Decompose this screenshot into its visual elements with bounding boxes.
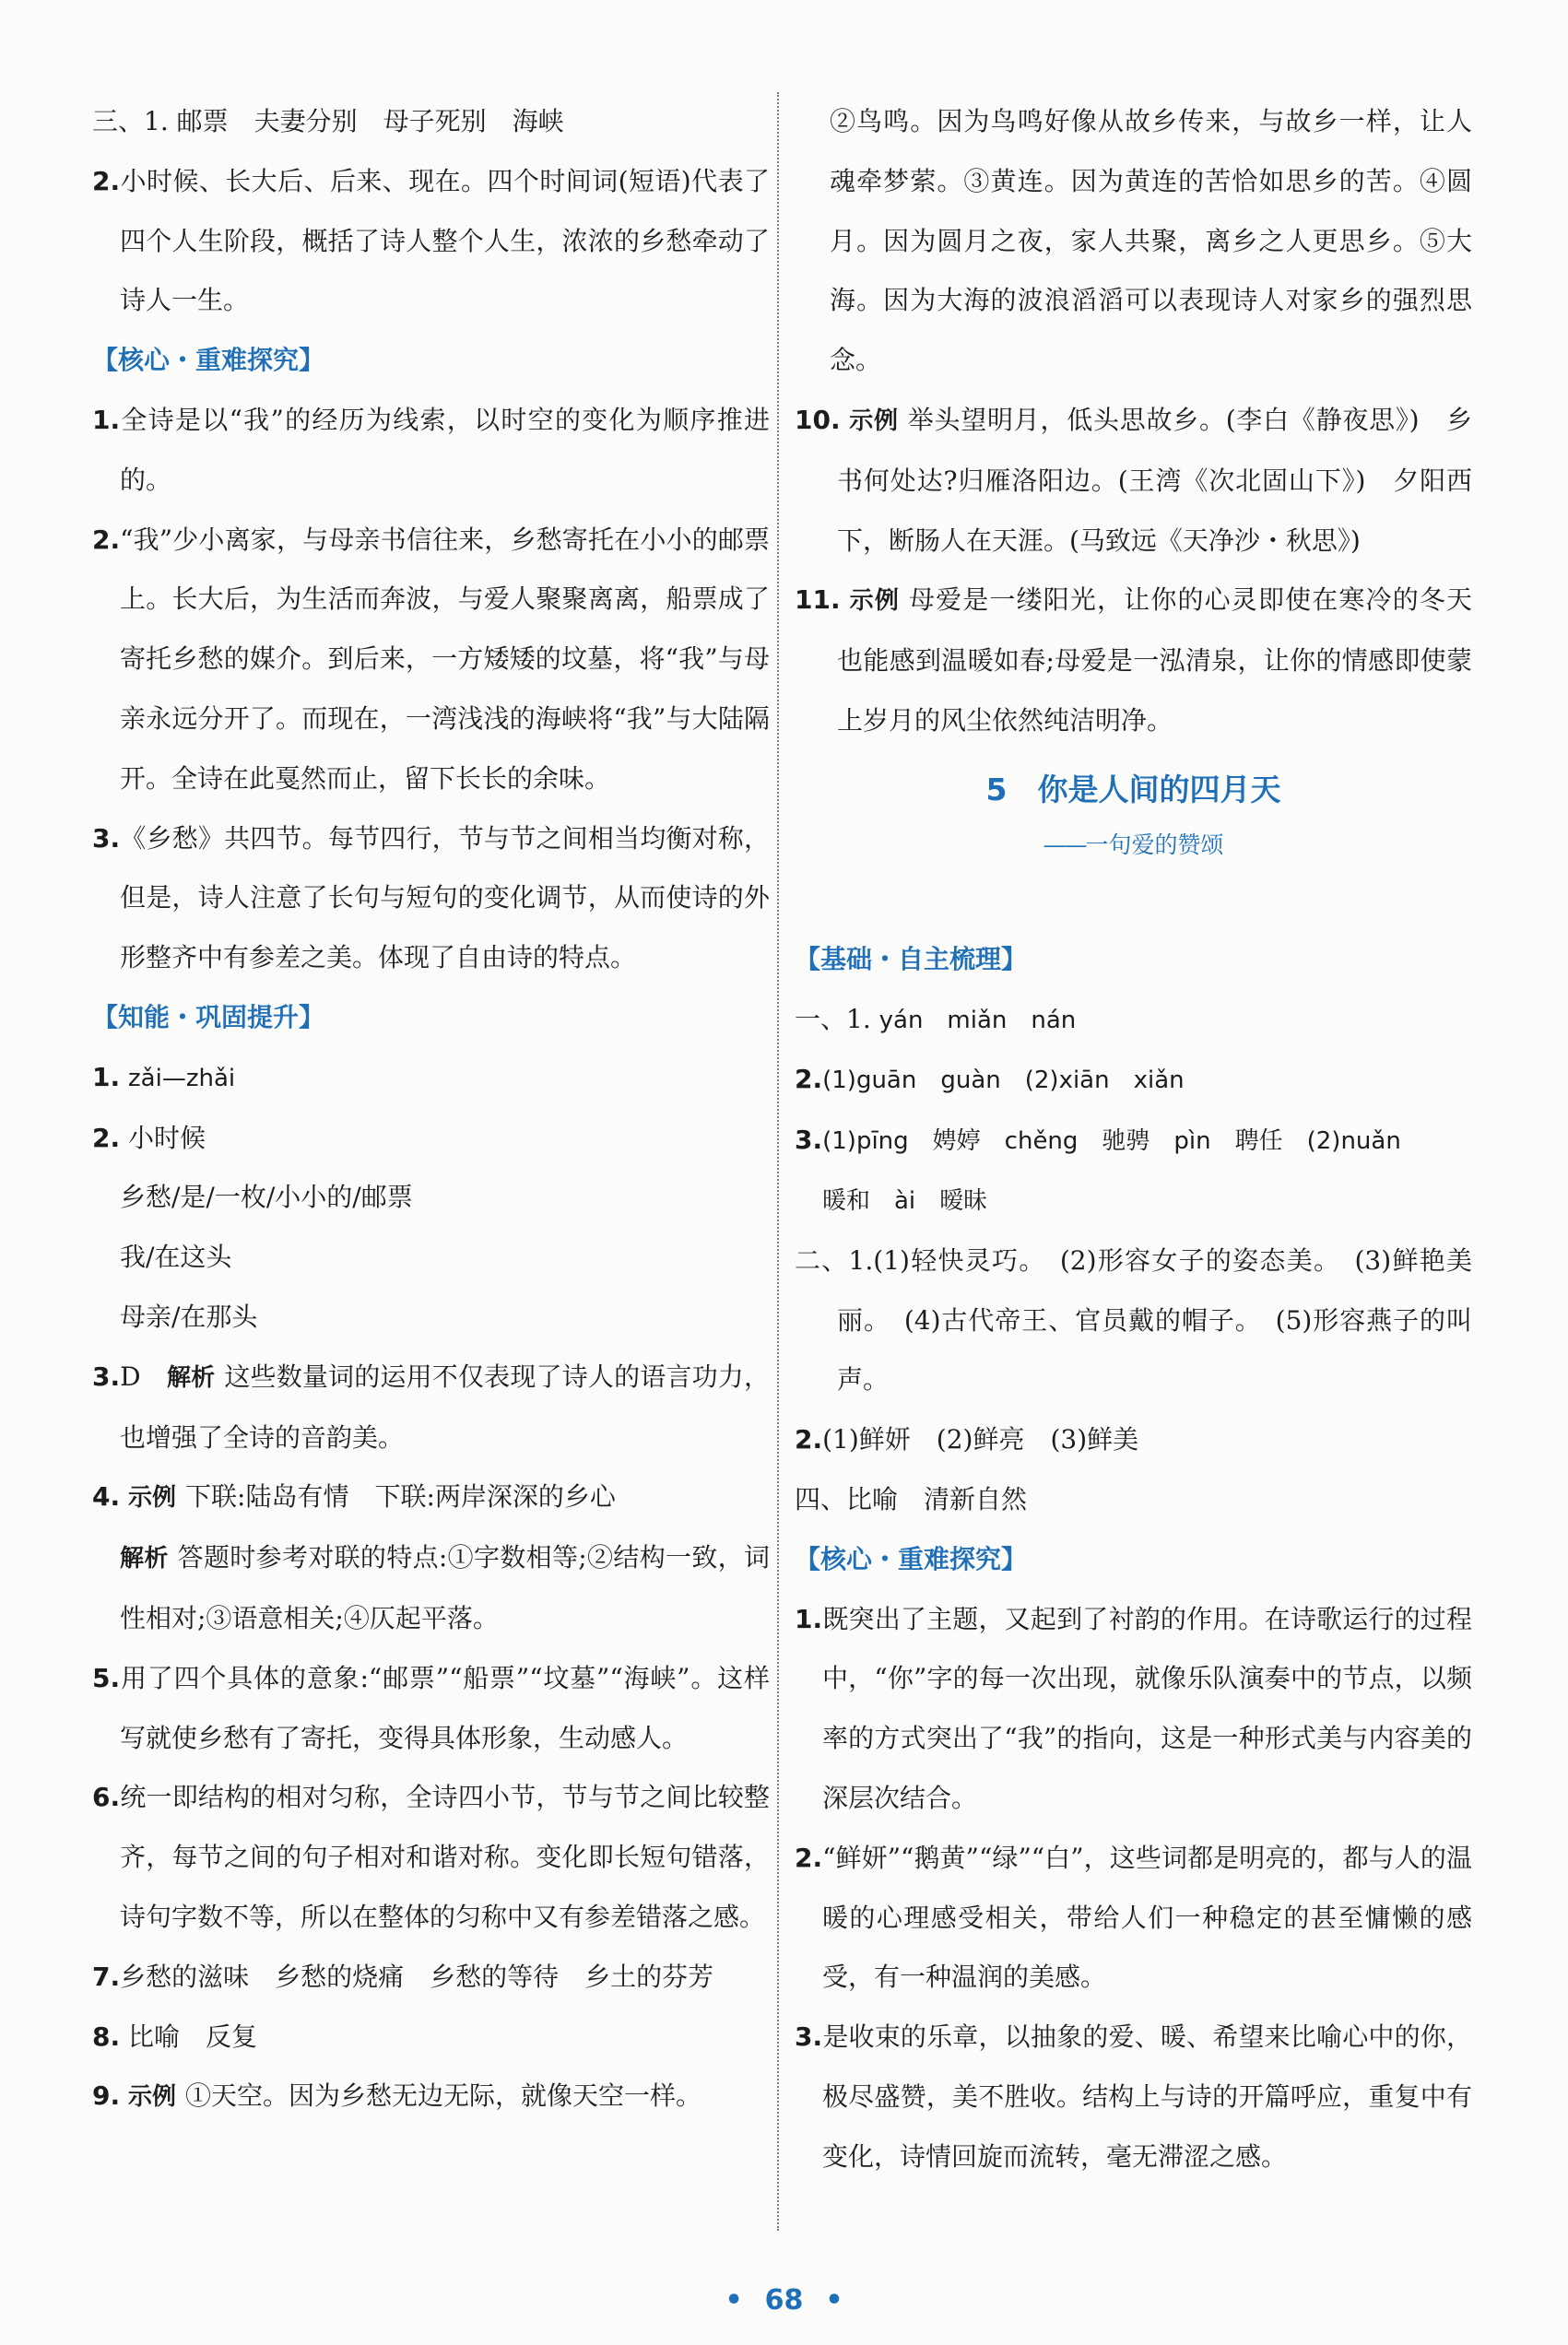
- skill-answer-6: [92, 1768, 770, 1947]
- item-number: 2.: [92, 1122, 121, 1153]
- item-text: (1)鲜妍 (2)鲜亮 (3)鲜美: [822, 1424, 1139, 1455]
- item-text: “我”少小离家，与母亲书信往来，乡愁寄托在小小的邮票上。长大后，为生活而奔波，与爱人聚聚离离，船票成了寄托乡愁的媒介。到后来，一方矮矮的坟墓，将“我”与母亲永远分开了。而现在，一湾浅浅的海峡将“我”与大陆隔开。全诗在此戛然而止，留下长长的余味。: [120, 524, 770, 794]
- item-text: 答题时参考对联的特点:①字数相等;②结构一致，词性相对;③语意相关;④仄起平落。: [120, 1542, 770, 1633]
- example-tag: 示例: [849, 587, 900, 616]
- item-text: “鲜妍”“鹅黄”“绿”“白”，这些词都是明亮的，都与人的温暖的心理感受相关，带给人们一种稳定的甚至慵懒的感受，有一种温润的美感。: [822, 1842, 1472, 1993]
- item-text: 举头望明月，低头思故乡。(李白《静夜思》) 乡书何处达?归雁洛阳边。(王湾《次北固山下》) 夕阳西下，断肠人在天涯。(马致远《天净沙・秋思》): [837, 404, 1472, 556]
- core-answer-1: [795, 1590, 1472, 1829]
- item-number: 一、1.: [795, 1003, 871, 1034]
- bullet-left: •: [725, 2284, 743, 2316]
- skill-answer-4: [92, 1467, 770, 1528]
- item-text: 这些数量词的运用不仅表现了诗人的语言功力，也增强了全诗的音韵美。: [120, 1361, 770, 1453]
- item-text: 乡愁的滋味 乡愁的烧痛 乡愁的等待 乡土的芬芳: [120, 1961, 714, 1992]
- item-number: 8.: [92, 2021, 121, 2052]
- skill-answer-9-continued: ②鸟鸣。因为鸟鸣好像从故乡传来，与故乡一样，让人魂牵梦萦。③黄连。因为黄连的苦恰如思乡的苦。④圆月。因为圆月之夜，家人共聚，离乡之人更思乡。⑤大海。因为大海的波浪滔滔可以表现诗人对家乡的强烈思念。: [830, 106, 1472, 376]
- base-answer-2-2: [795, 1410, 1472, 1470]
- item-number: 3.: [92, 822, 121, 854]
- subtitle-dash: ——: [1043, 831, 1086, 858]
- subtitle-text: 一句爱的赞颂: [1085, 831, 1224, 858]
- skill-section-heading: 【知能・巩固提升】: [92, 1001, 325, 1032]
- item-number: 11.: [795, 584, 841, 616]
- right-column: [795, 92, 1472, 2187]
- item-number: 2.: [92, 165, 121, 196]
- example-tag: 示例: [128, 1484, 177, 1513]
- skill-answer-8: [92, 2008, 770, 2068]
- item-number: 2.: [795, 1064, 823, 1095]
- core-section-heading-2: 【核心・重难探究】: [795, 1543, 1028, 1574]
- item-text: 小时候: [128, 1122, 206, 1153]
- item-number: 3.: [92, 1361, 121, 1392]
- skill-answer-11: [795, 571, 1472, 750]
- analysis-tag: 解析: [120, 1545, 169, 1573]
- base-answer-1-3-continued: 暖和 ài 暧昧: [822, 1186, 988, 1215]
- item-number: 5.: [92, 1662, 121, 1693]
- item-text: yán miǎn nán: [878, 1006, 1077, 1034]
- base-answer-1-3: [795, 1111, 1472, 1172]
- skill-answer-10: [795, 391, 1472, 571]
- item-text: 小时候、长大后、后来、现在。四个时间词(短语)代表了四个人生阶段，概括了诗人整个人生，浓浓的乡愁牵动了诗人一生。: [120, 165, 770, 316]
- item-text: zǎi—zhǎi: [128, 1064, 236, 1092]
- item-number: 3.: [795, 1125, 823, 1156]
- item-text: 是收束的乐章，以抽象的爱、暖、希望来比喻心中的你，极尽盛赞，美不胜收。结构上与诗的开篇呼应，重复中有变化，诗情回旋而流转，毫无滞涩之感。: [822, 2021, 1472, 2172]
- analysis-tag: 解析: [166, 1363, 216, 1392]
- item-text: (1)pīng 娉婷 chěng 驰骋 pìn 聘任 (2)nuǎn: [822, 1127, 1401, 1156]
- page-number-value: 68: [764, 2284, 804, 2316]
- answer-3-2: [92, 152, 770, 331]
- base-answer-1-2: [795, 1050, 1472, 1111]
- answer-choice: D: [120, 1361, 141, 1392]
- item-text: 用了四个具体的意象:“邮票”“船票”“坟墓”“海峡”。这样写就使乡愁有了寄托，变得具体形象，生动感人。: [120, 1662, 770, 1753]
- example-tag: 示例: [128, 2083, 177, 2112]
- poem-line: 乡愁/是/一枚/小小的/邮票: [120, 1182, 413, 1213]
- item-number: 7.: [92, 1961, 121, 1992]
- item-number: 6.: [92, 1782, 121, 1813]
- chapter-subtitle: [795, 825, 1472, 866]
- core-answer-2: [795, 1829, 1472, 2008]
- core-answer-1: [92, 391, 770, 511]
- item-number: 2.: [795, 1842, 823, 1873]
- item-number: 1.: [92, 404, 121, 435]
- item-number: 1.: [795, 1603, 823, 1634]
- base-answer-1-1: [795, 990, 1472, 1051]
- base-answer-4: 四、比喻 清新自然: [795, 1483, 1028, 1514]
- skill-answer-4-analysis: [92, 1528, 770, 1649]
- item-number: 9.: [92, 2080, 121, 2112]
- example-tag: 示例: [849, 407, 899, 435]
- item-number: 3.: [795, 2021, 823, 2053]
- core-answer-3: [92, 809, 770, 988]
- bullet-right: •: [825, 2284, 843, 2316]
- item-text: (1)轻快灵巧。 (2)形容女子的姿态美。 (3)鲜艳美丽。 (4)古代帝王、官员戴的帽子。 (5)形容燕子的叫声。: [837, 1244, 1472, 1396]
- chapter-title: 5 你是人间的四月天: [985, 771, 1281, 807]
- skill-answer-3: [92, 1348, 770, 1468]
- item-number: 1.: [92, 1061, 121, 1092]
- item-text: 统一即结构的相对匀称，全诗四小节，节与节之间比较整齐，每节之间的句子相对和谐对称。变化即长短句错落，诗句字数不等，所以在整体的匀称中又有参差错落之感。: [120, 1782, 770, 1932]
- skill-answer-2: [92, 1109, 770, 1169]
- item-text: 下联:陆岛有情 下联:两岸深深的乡心: [185, 1481, 616, 1513]
- item-number: 2.: [92, 524, 121, 555]
- item-number: 10.: [795, 404, 841, 435]
- item-number: 二、1.: [795, 1244, 874, 1276]
- base-section-heading: 【基础・自主梳理】: [795, 943, 1028, 974]
- core-answer-2: [92, 511, 770, 809]
- skill-answer-7: [92, 1948, 770, 2008]
- base-answer-2-1: [795, 1231, 1472, 1410]
- left-column: [92, 92, 770, 2127]
- skill-answer-9: [92, 2067, 770, 2127]
- item-text: 《乡愁》共四节。每节四行，节与节之间相当均衡对称，但是，诗人注意了长句与短句的变化调节，从而使诗的外形整齐中有参差之美。体现了自由诗的特点。: [120, 822, 770, 973]
- column-divider: [777, 92, 779, 2231]
- core-section-heading: 【核心・重难探究】: [92, 345, 325, 376]
- page-number: [0, 2284, 1568, 2316]
- item-text: (1)guān guàn (2)xiān xiǎn: [822, 1066, 1185, 1095]
- item-number: 4.: [92, 1481, 121, 1513]
- item-number: 2.: [795, 1424, 823, 1455]
- answer-3-1: 三、1. 邮票 夫妻分别 母子死别 海峡: [92, 106, 564, 136]
- core-answer-3: [795, 2008, 1472, 2186]
- skill-answer-1: [92, 1048, 770, 1109]
- item-text: ①天空。因为乡愁无边无际，就像天空一样。: [185, 2080, 702, 2112]
- item-text: 母爱是一缕阳光，让你的心灵即使在寒冷的冬天也能感到温暖如春;母爱是一泓清泉，让你的情感即使蒙上岁月的风尘依然纯洁明净。: [837, 584, 1472, 736]
- item-text: 既突出了主题，又起到了衬韵的作用。在诗歌运行的过程中，“你”字的每一次出现，就像乐队演奏中的节点，以频率的方式突出了“我”的指向，这是一种形式美与内容美的深层次结合。: [822, 1603, 1472, 1813]
- item-text: 全诗是以“我”的经历为线索，以时空的变化为顺序推进的。: [120, 404, 770, 495]
- item-text: 比喻 反复: [128, 2021, 258, 2052]
- skill-answer-5: [92, 1649, 770, 1769]
- poem-line: 我/在这头: [120, 1242, 232, 1273]
- poem-line: 母亲/在那头: [120, 1301, 258, 1332]
